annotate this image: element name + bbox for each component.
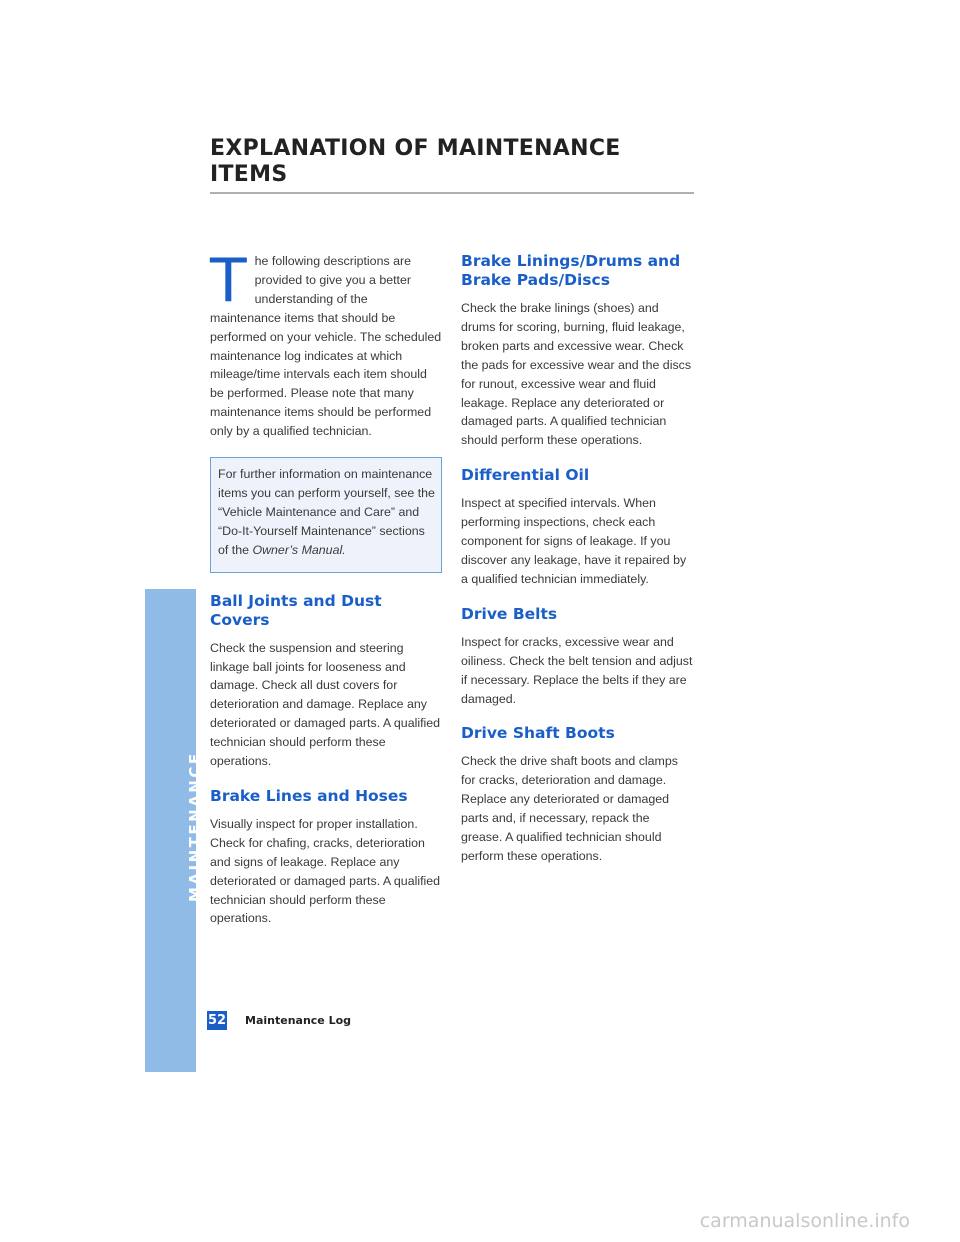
- intro: [210, 246, 442, 441]
- left-column: [210, 246, 442, 928]
- section-body: Visually inspect for proper installation. Check for chafing, cracks, deterioration and signs of leakage. Replace any deteriorated or damaged parts. A qualified technician should perform these operations.: [210, 816, 441, 926]
- section-heading: Differential Oil: [461, 466, 590, 485]
- section-body: Inspect at specified intervals. When performing inspections, check each component for signs of leakage. If you discover any leakage, have it repaired by a qualified technician immediately.: [461, 496, 687, 586]
- section-heading: Brake Lines and Hoses: [210, 786, 408, 805]
- page-title: EXPLANATION OF MAINTENANCE ITEMS: [210, 136, 621, 187]
- right-column: [461, 252, 693, 866]
- note-box: [210, 457, 442, 573]
- section-body: Check the suspension and steering linkage ball joints for looseness and damage. Check all dust covers for deterioration and damage. Replace any deteriorated or damaged parts. A qualified technician should perform these operations.: [210, 640, 441, 769]
- side-tab-label: MAINTENANCE: [186, 751, 204, 902]
- section-drive-shaft-boots: [461, 724, 693, 865]
- page-header: [210, 136, 694, 194]
- section-brake-linings: [461, 252, 693, 450]
- section-heading: Ball Joints and Dust Covers: [210, 591, 382, 629]
- note-text: [218, 465, 435, 560]
- section-body: Check the drive shaft boots and clamps for cracks, deterioration and damage. Replace any deteriorated or damaged parts and, if necessary, repack the grease. A qualified technician should perform these operations.: [461, 754, 678, 863]
- note-emphasis: Owner’s Manual.: [252, 542, 346, 557]
- note-body: For further information on maintenance items you can perform yourself, see the “Vehicle Maintenance and Care” and “Do-It-Yourself Maintenance” sections of the: [218, 467, 435, 557]
- section-heading: Drive Belts: [461, 604, 558, 623]
- page-footer: [207, 1010, 351, 1030]
- page-number: 52: [207, 1012, 227, 1028]
- section-ball-joints: [210, 592, 442, 771]
- section-body: Check the brake linings (shoes) and drums for scoring, burning, fluid leakage, broken parts and excessive wear. Check the pads for excessive wear and the discs for runout, excessive wear and fluid leakage. Replace any deteriorated or damaged parts. A qualified technician should perform these operations.: [461, 301, 692, 448]
- section-heading: Drive Shaft Boots: [461, 724, 615, 743]
- drop-cap: T: [210, 246, 247, 316]
- section-drive-belts: [461, 605, 693, 709]
- section-brake-lines: [210, 787, 442, 928]
- footer-section-label: Maintenance Log: [245, 1013, 352, 1027]
- section-differential-oil: [461, 466, 693, 589]
- section-body: Inspect for cracks, excessive wear and oiliness. Check the belt tension and adjust if necessary. Replace the belts if they are damaged.: [461, 634, 693, 706]
- intro-text: he following descriptions are provided to give you a better understanding of the maintenance items that should be performed on your vehicle. The scheduled maintenance log indicates at which mileage/time intervals each item should be performed. Please note that many maintenance items should be performed only by a qualified technician.: [210, 254, 442, 439]
- watermark: carmanualsonline.info: [699, 1210, 910, 1232]
- section-heading: Brake Linings/Drums and Brake Pads/Discs: [461, 252, 681, 289]
